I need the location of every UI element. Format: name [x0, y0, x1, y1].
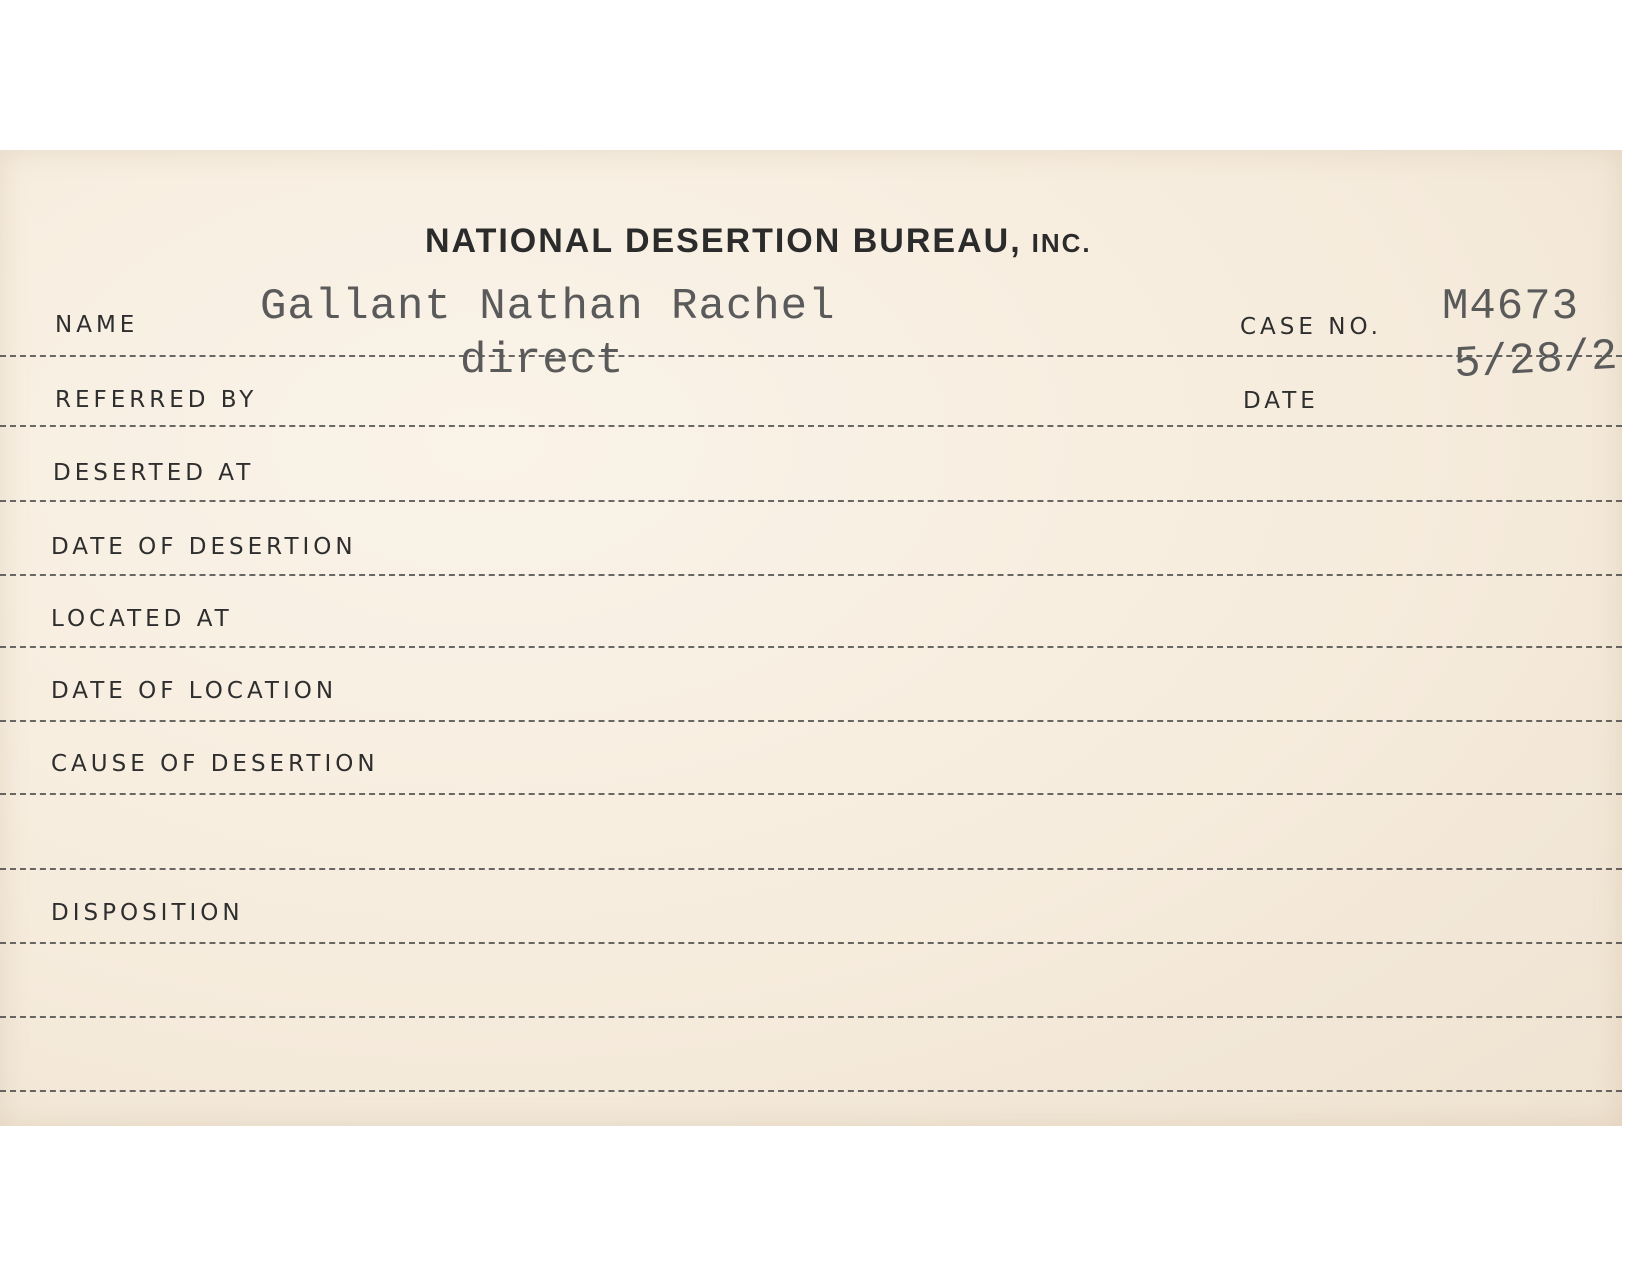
date-of-location-label: DATE OF LOCATION: [51, 678, 338, 704]
referred-by-rule: [0, 425, 1622, 427]
deserted-at-label: DESERTED AT: [53, 460, 255, 486]
referred-by-value: direct: [460, 336, 625, 386]
date-label: DATE: [1243, 388, 1319, 414]
date-value: 5/28/2: [1452, 331, 1620, 391]
date-of-desertion-rule: [0, 574, 1622, 576]
disposition-rule: [0, 942, 1622, 944]
cause-of-desertion-label: CAUSE OF DESERTION: [51, 751, 379, 777]
case-no-label: CASE NO.: [1240, 314, 1382, 340]
date-of-location-rule: [0, 720, 1622, 722]
date-of-desertion-label: DATE OF DESERTION: [51, 534, 357, 560]
cause-of-desertion-rule: [0, 793, 1622, 795]
case-no-value: M4673: [1442, 282, 1580, 332]
card-title: [425, 222, 1092, 261]
blank-rule-3: [0, 1090, 1622, 1092]
located-at-label: LOCATED AT: [51, 606, 233, 632]
disposition-label: DISPOSITION: [51, 900, 244, 926]
blank-rule-2: [0, 1016, 1622, 1018]
name-value: Gallant Nathan Rachel: [260, 282, 836, 332]
card-title-text: NATIONAL DESERTION BUREAU,: [425, 222, 1022, 260]
card-title-suffix: INC.: [1031, 228, 1092, 258]
referred-by-label: REFERRED BY: [55, 387, 258, 413]
name-label: NAME: [55, 312, 139, 338]
index-card: [0, 150, 1650, 1126]
located-at-rule: [0, 646, 1622, 648]
name-rule: [0, 355, 1622, 357]
blank-rule-1: [0, 868, 1622, 870]
deserted-at-rule: [0, 500, 1622, 502]
